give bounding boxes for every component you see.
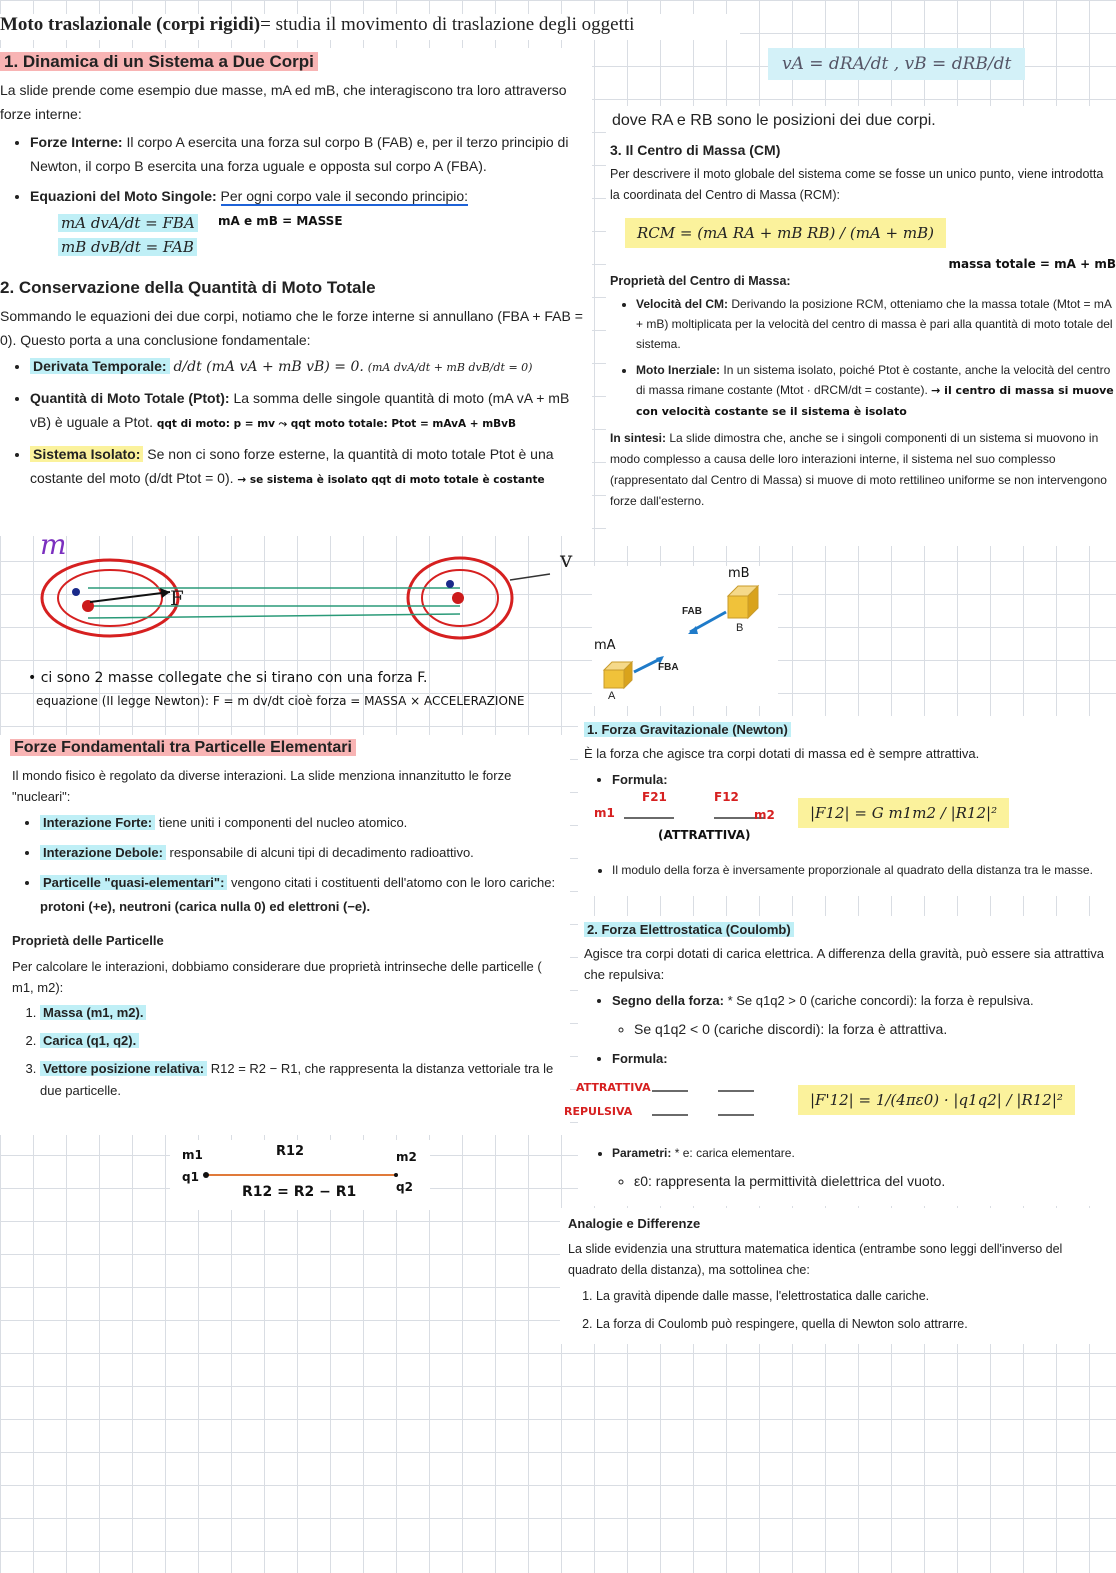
particle-left [72, 588, 80, 596]
fig-q2: q2 [396, 1180, 413, 1194]
coulomb-params: • Parametri: * e: carica elementare. ◦ ε0: rappresenta la permittività dielettrica del vuoto. [612, 1141, 1116, 1193]
grav-heading: 1. Forza Gravitazionale (Newton) [584, 722, 1116, 737]
title-bold: Moto traslazionale (corpi rigidi) [0, 14, 261, 35]
mass-blob-left [42, 560, 178, 636]
cube-fba: FBA [658, 662, 679, 673]
section-forze [0, 735, 570, 1135]
sketch-note-2: equazione (II legge Newton): F = m dv/dt cioè forza = MASSA × ACCELERAZIONE [36, 694, 525, 708]
section-coulomb [564, 916, 1116, 1206]
coulomb-text: Agisce tra corpi dotati di carica elettrica. A differenza della gravità, può essere sia attrattiva che repulsiva: [584, 946, 1105, 982]
section-dinamica [0, 48, 592, 536]
section1-intro: La slide prende come esempio due masse, mA ed mB, che interagiscono tra loro attraverso forze interne: [0, 82, 567, 122]
coulomb-params-sub: ◦ ε0: rappresenta la permittività dielettrica del vuoto. [634, 1169, 1116, 1193]
props-particelle-intro: Per calcolare le interazioni, dobbiamo considerare due proprietà intrinseche delle particelle ( m1, m2): [12, 959, 542, 995]
coulomb-sign-sub: ◦ Se q1q2 < 0 (cariche discordi): la forza è attrattiva. [634, 1017, 1116, 1041]
bullet-moto-inerziale: • Moto Inerziale: In un sistema isolato, poiché Ptot è costante, anche la velocità del centro di massa rimane costante (Mtot · dRCM/dt = costante). → il centro di massa si muove con velocità costante se il sistema è isolato [636, 360, 1116, 422]
fig-q1: q1 [182, 1170, 199, 1184]
mass-point-right [452, 592, 464, 604]
grav-formula-label: • Formula: [612, 768, 1116, 792]
item-carica: 2. Carica (q1, q2). [40, 1030, 570, 1052]
coulomb-arrows [642, 1077, 792, 1137]
section1-heading: 1. Dinamica di un Sistema a Due Corpi [0, 52, 592, 72]
point-1 [203, 1172, 209, 1178]
sketch-f: F [170, 586, 184, 610]
sketch-m: m [40, 528, 67, 561]
item-massa: 1. Massa (m1, m2). [40, 1002, 570, 1024]
coulomb-attrattiva: ATTRATTIVA [576, 1081, 651, 1094]
point-2 [394, 1173, 398, 1177]
summary-text: In sintesi: La slide dimostra che, anche se i singoli componenti di un sistema si muovono in modo complesso a causa delle loro interazioni interne, il sistema nel suo complesso (rappresentato dal Centro di Massa) si muove di moto rettilineo uniforme se non intervengono forze dall'esterno. [610, 431, 1107, 508]
analogie-heading: Analogie e Differenze [568, 1216, 701, 1231]
grav-text: È la forza che agisce tra corpi dotati di massa ed è sempre attrattiva. [584, 746, 980, 761]
bullet-derivata: • Derivata Temporale: d/dt (mA vA + mB vB) = 0. (mA dvA/dt + mB dvB/dt = 0) [30, 354, 592, 380]
bullet-sistema-isolato: • Sistema Isolato: Se non ci sono forze esterne, la quantità di moto totale Ptot è una costante del moto (d/dt Ptot = 0). → se sistema è isolato qqt di moto totale è costante [30, 442, 592, 492]
bullet-quantita-moto: • Quantità di Moto Totale (Ptot): La somma delle singole quantità di moto (mA vA + mB vB) è uguale a Ptot. qqt di moto: p = mv ⤳ qqt moto totale: Ptot = mAvA + mBvB [30, 386, 592, 436]
cube-fab: FAB [682, 606, 702, 617]
particle-figure [170, 1140, 430, 1210]
velocity-box [768, 48, 1025, 80]
cube-drawing [592, 566, 778, 706]
bullet-forze-interne: • Forze Interne: Il corpo A esercita una forza sul corpo B (FAB) e, per il terzo principio di Newton, il corpo B esercita una forza uguale e opposta sul corpo A (FBA). [30, 130, 592, 178]
grav-attr: (ATTRATTIVA) [658, 828, 751, 842]
sketch-v: v [560, 548, 573, 573]
rcm-equation: RCM = (mA RA + mB RB) / (mA + mB) [625, 218, 946, 248]
coulomb-formula-label: • Formula: [612, 1047, 1116, 1071]
props-cm-note: massa totale = mA + mB [948, 257, 1116, 271]
item-vettore: 3. Vettore posizione relativa: R12 = R2 − R1, che rappresenta la distanza vettoriale tra le due particelle. [40, 1058, 570, 1102]
analogie-item-2: 2. La forza di Coulomb può respingere, quella di Newton solo attrarre. [596, 1313, 1116, 1335]
equation-2: mB dvB/dt = FAB [58, 238, 592, 256]
cube-b: B [736, 622, 744, 634]
grav-formula-area [578, 790, 1116, 854]
grav-m2: m2 [754, 808, 775, 822]
section-grav [578, 716, 1116, 896]
coulomb-equation: |F'12| = 1/(4πε0) · |q1q2| / |R12|² [798, 1085, 1075, 1115]
fig-m1: m1 [182, 1148, 203, 1162]
coulomb-repulsiva: REPULSIVA [564, 1105, 633, 1118]
link-line-3 [88, 614, 460, 618]
section2-heading: 2. Conservazione della Quantità di Moto Totale [0, 278, 376, 297]
cube-b-front [728, 596, 748, 618]
positions-text: dove RA e RB sono le posizioni dei due corpi. [612, 112, 936, 129]
velocity-arrow [510, 574, 550, 580]
sketch-note-1: • ci sono 2 masse collegate che si tirano con una forza F. [28, 670, 428, 686]
bullet-velocita-cm: • Velocità del CM: Derivando la posizione RCM, otteniamo che la massa totale (Mtot = mA + mB) moltiplicata per la velocità del centro di massa è pari alla quantità di moto totale del sistema. [636, 294, 1116, 354]
fig-r12: R12 [276, 1144, 305, 1159]
props-cm-heading: Proprietà del Centro di Massa: [610, 274, 791, 288]
velocity-equation: vA = dRA/dt , vB = dRB/dt [768, 48, 1025, 80]
section3-intro: Per descrivere il moto globale del sistema come se fosse un unico punto, viene introdotta la coordinata del Centro di Massa (RCM): [610, 167, 1104, 202]
grav-f21: F21 [642, 790, 667, 804]
props-particelle-heading: Proprietà delle Particelle [12, 933, 164, 948]
coulomb-sign: • Segno della forza: * Se q1q2 > 0 (cariche concordi): la forza è repulsiva. ◦ Se q1q2 < 0 (cariche discordi): la forza è attrattiva. [612, 989, 1116, 1041]
force-arrow [90, 592, 170, 602]
sketch-two-masses [20, 528, 600, 660]
forze-intro: Il mondo fisico è regolato da diverse interazioni. La slide menziona innanzitutto le forze "nucleari": [12, 768, 512, 804]
analogie-text: La slide evidenzia una struttura matematica identica (entrambe sono leggi dell'inverso del quadrato della distanza), ma sottolinea che: [568, 1242, 1063, 1277]
forze-heading: Forze Fondamentali tra Particelle Elementari [10, 739, 570, 757]
cube-a-front [604, 670, 624, 688]
fig-m2: m2 [396, 1150, 417, 1164]
bullet-equazioni: • Equazioni del Moto Singole: Per ogni corpo vale il secondo principio: [30, 184, 592, 208]
bullet-particelle: • Particelle "quasi-elementari": vengono citati i costituenti dell'atomo con le loro cariche: protoni (+e), neutroni (carica nulla 0) ed elettroni (−e). [40, 871, 570, 919]
coulomb-heading: 2. Forza Elettrostatica (Coulomb) [584, 922, 1116, 937]
bullet-forte: • Interazione Forte: tiene uniti i componenti del nucleo atomico. [40, 811, 570, 835]
equation-1: mA dvA/dt = FBA [58, 214, 592, 232]
grav-m1: m1 [594, 806, 615, 820]
note-masses: mA e mB = MASSE [218, 214, 343, 228]
section-analogie [560, 1208, 1116, 1344]
grav-f12: F12 [714, 790, 739, 804]
grav-note: • Il modulo della forza è inversamente proporzionale al quadrato della distanza tra le masse. [612, 858, 1116, 882]
cube-figure [592, 566, 778, 706]
grav-equation: |F12| = G m1m2 / |R12|² [798, 798, 1009, 828]
analogie-item-1: 1. La gravità dipende dalle masse, l'elettrostatica dalle cariche. [596, 1285, 1116, 1307]
cube-mb: mB [728, 566, 750, 581]
cube-ma: mA [594, 638, 616, 653]
fig-eq: R12 = R2 − R1 [242, 1184, 357, 1200]
section3-heading: 3. Il Centro di Massa (CM) [610, 142, 781, 158]
coulomb-formula-area [564, 1077, 1116, 1137]
cube-a: A [608, 690, 616, 702]
particle-right [446, 580, 454, 588]
bullet-debole: • Interazione Debole: responsabile di alcuni tipi di decadimento radioattivo. [40, 841, 570, 865]
title-rest: = studia il movimento di traslazione degli oggetti [260, 14, 635, 35]
section2-intro: Sommando le equazioni dei due corpi, notiamo che le forze interne si annullano (FBA + FAB = 0). Questo porta a una conclusione fondamentale: [0, 308, 583, 348]
page-title [0, 14, 740, 40]
right-column-cm [606, 106, 1116, 546]
sketch-drawing [20, 540, 600, 660]
